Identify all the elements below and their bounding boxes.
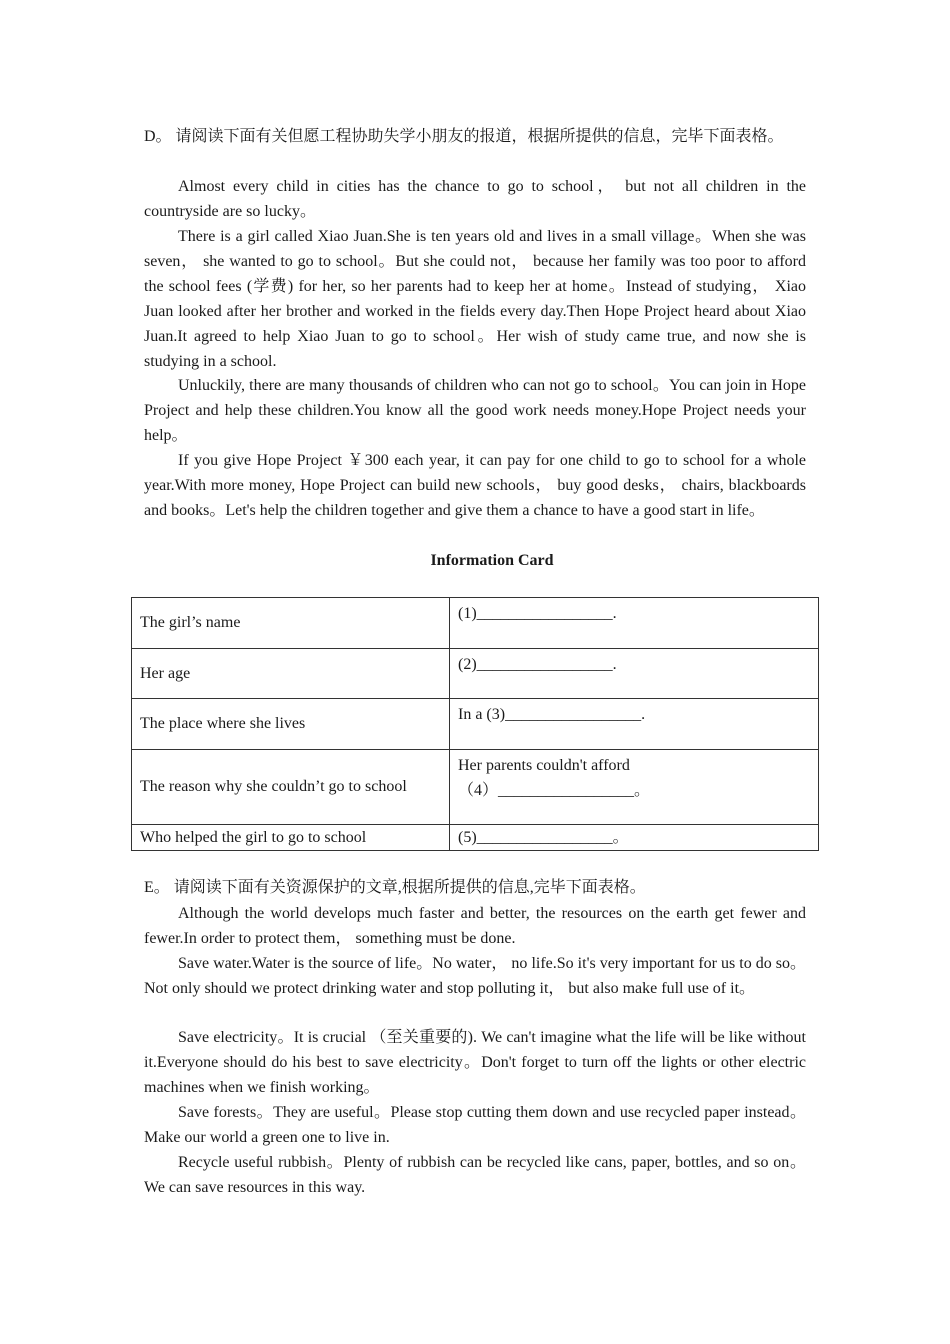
row-label: The girl’s name	[132, 598, 450, 649]
section-d-paragraph: Unluckily, there are many thousands of children who can not go to school。You can join in Hope Project and help these children.You know all the good work needs money.Hope Project needs your help。	[144, 377, 806, 444]
section-d-paragraph: If you give Hope Project ￥300 each year, it can pay for one child to go to school for a whole year.With more money, Hope Project can build new schools， buy good desks， chairs, blackboards and books。Let's help the children together and give them a chance to have a good start in life。	[144, 452, 806, 519]
section-e-paragraph: Save forests。They are useful。Please stop cutting them down and use recycled paper instead。Make our world a green one to live in.	[144, 1104, 806, 1146]
row-answer-line: （4）_________________。	[458, 782, 651, 799]
section-e-heading: E。 请阅读下面有关资源保护的文章,根据所提供的信息,完毕下面表格。	[144, 879, 646, 896]
row-answer	[450, 750, 819, 825]
table-row	[132, 598, 819, 649]
row-answer: (2)_________________.	[450, 649, 819, 699]
row-answer: (5)_________________。	[450, 825, 819, 851]
table-row	[132, 750, 819, 825]
row-label: The place where she lives	[132, 699, 450, 750]
section-d-heading: D。 请阅读下面有关但愿工程协助失学小朋友的报道，根据所提供的信息，完毕下面表格。	[144, 128, 784, 145]
section-e-paragraph: Save water.Water is the source of life。No water， no life.So it's very important for us to do so。Not only should we protect drinking water and stop polluting it， but also make full use of it。	[144, 955, 806, 997]
row-answer-line: Her parents couldn't afford	[458, 757, 630, 774]
section-e-paragraph: Save electricity。It is crucial （至关重要的). We can't imagine what the life will be like without it.Everyone should do his best to save electricity。Don't forget to turn off the lights or other electric machines when we finish working。	[144, 1029, 806, 1096]
row-label: The reason why she couldn’t go to school	[132, 750, 450, 825]
row-label: Who helped the girl to go to school	[132, 825, 450, 851]
row-answer: In a (3)_________________.	[450, 699, 819, 750]
table-row	[132, 699, 819, 750]
table-row	[132, 825, 819, 851]
section-e-paragraph: Recycle useful rubbish。Plenty of rubbish can be recycled like cans, paper, bottles, and so on。We can save resources in this way.	[144, 1154, 806, 1196]
section-d-paragraph: Almost every child in cities has the chance to go to school， but not all children in the countryside are so lucky。	[144, 178, 806, 220]
table-row	[132, 649, 819, 699]
information-card-table	[131, 597, 819, 851]
row-label: Her age	[132, 649, 450, 699]
row-answer: (1)_________________.	[450, 598, 819, 649]
information-card-title: Information Card	[430, 552, 554, 569]
section-d-paragraph: There is a girl called Xiao Juan.She is ten years old and lives in a small village。When she was seven， she wanted to go to school。But she could not， because her family was too poor to afford the school fees (学费) for her, so her parents had to keep her at home。Instead of studying， Xiao Juan looked after her brother and worked in the fields every day.Then Hope Project heard about Xiao Juan.It agreed to help Xiao Juan to go to school。Her wish of study came true, and now she is studying in a school.	[144, 228, 806, 370]
section-e-paragraph: Although the world develops much faster and better, the resources on the earth get fewer and fewer.In order to protect them， something must be done.	[144, 905, 806, 947]
